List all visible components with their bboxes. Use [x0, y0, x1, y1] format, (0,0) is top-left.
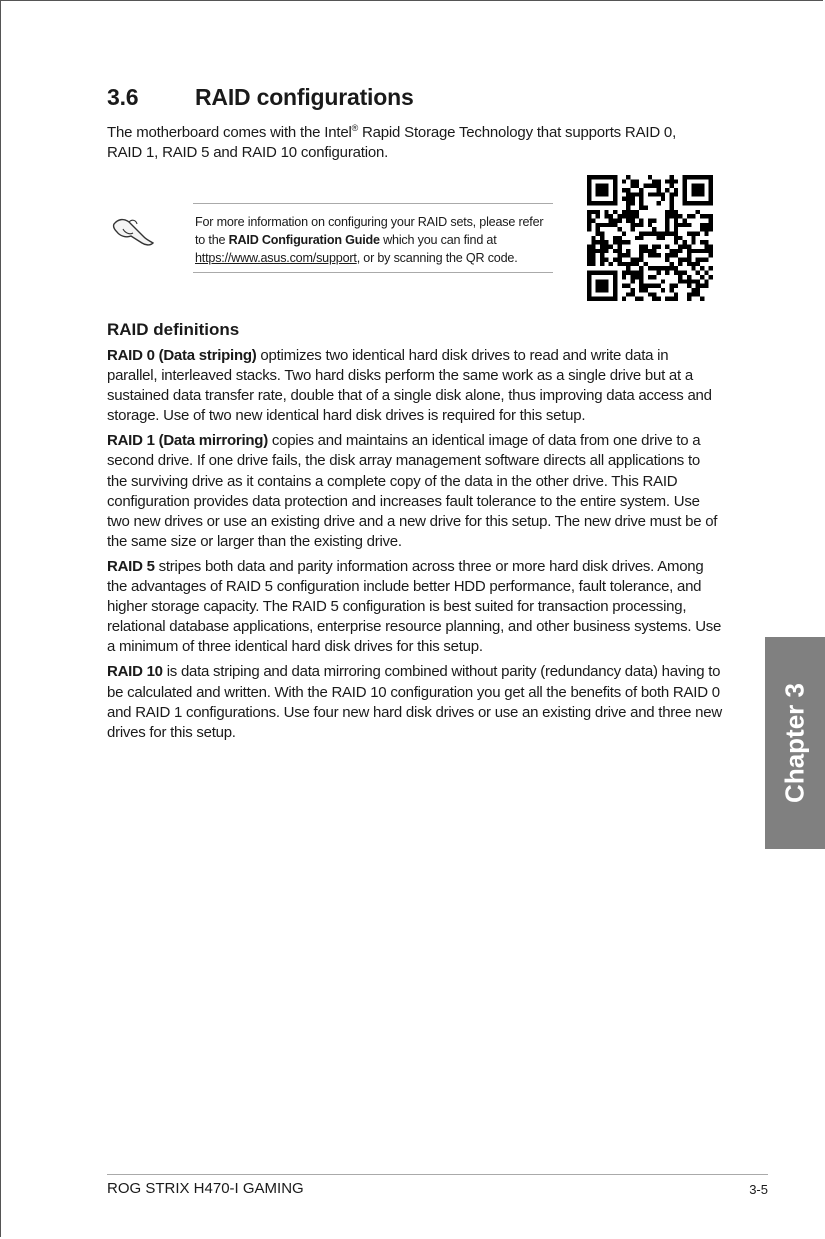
section-title: RAID configurations — [195, 84, 414, 110]
definition-text: is data striping and data mirroring combined without parity (redundancy data) having to be calculated and written. With the RAID 10 configuration you get all the benefits of both RAID 0 and RAID 1 configurations. Use four new hard disk drives or use an existing drive and three new drives for this setup. — [107, 663, 722, 741]
section-number: 3.6 — [107, 84, 139, 110]
hand-pointer-icon — [110, 210, 156, 250]
footer-divider — [107, 1174, 768, 1175]
definitions-title: RAID definitions — [107, 320, 240, 339]
raid5-definition — [107, 557, 722, 657]
qr-code-icon — [587, 175, 713, 301]
note-guide-label: RAID Configuration Guide — [228, 233, 380, 247]
chapter-tab-label: Chapter 3 — [779, 683, 810, 803]
footer-page-number: 3-5 — [749, 1182, 768, 1197]
support-link[interactable]: https://www.asus.com/support — [195, 251, 357, 265]
footer-product: ROG STRIX H470-I GAMING — [107, 1180, 304, 1197]
raid1-definition — [107, 431, 722, 552]
definition-term: RAID 5 — [107, 557, 155, 575]
intro-text-2: Rapid Storage Technology that supports RAID 0, RAID 1, RAID 5 and RAID 10 configuration. — [107, 124, 677, 161]
note-text-3: , or by scanning the QR code. — [356, 251, 518, 265]
raid0-definition — [107, 346, 722, 426]
definition-term: RAID 10 — [107, 663, 163, 681]
definition-text: stripes both data and parity information across three or more hard disk drives. Among the advantages of RAID 5 configuration include better HDD performance, fault tolerance, and higher storage capacity. The RAID 5 configuration is best suited for transaction processing, relational database applications, enterprise resource planning, and other business systems. Use a minimum of three identical hard disk drives for this setup. — [107, 557, 722, 656]
definition-term: RAID 0 (Data striping) — [107, 347, 257, 364]
definition-text: optimizes two identical hard disk drives to read and write data in parallel, interleaved stacks. Two hard disks perform the same work as a single drive but at a sustained data transfer rate, double that of a single disk alone, thus improving data access and storage. Use of two new identical hard disk drives is required for this setup. — [107, 347, 712, 425]
registered-mark: ® — [351, 123, 359, 133]
chapter-tab — [765, 637, 825, 849]
definition-term: RAID 1 (Data mirroring) — [107, 432, 268, 450]
note-text-1: For more information on configuring your RAID sets, please refer to the — [195, 215, 544, 247]
note-box — [193, 203, 553, 273]
definition-text: copies and maintains an identical image of data from one drive to a second drive. If one drive fails, the disk array management software directs all applications to the surviving drive as it contains a complete copy of the data in the other drive. This RAID configuration provides data protection and increases fault tolerance to the entire system. Use two new drives or use an existing drive and a new drive for this setup. The new drive must be of the same size or larger than the existing drive. — [107, 432, 718, 550]
section-heading — [107, 84, 707, 111]
intro-text-1: The motherboard comes with the Intel — [107, 124, 352, 141]
note-text — [195, 213, 555, 267]
definitions-list — [107, 346, 722, 748]
raid10-definition — [107, 662, 722, 742]
intro-paragraph — [107, 118, 707, 163]
note-text-2: which you can find at — [379, 233, 497, 247]
